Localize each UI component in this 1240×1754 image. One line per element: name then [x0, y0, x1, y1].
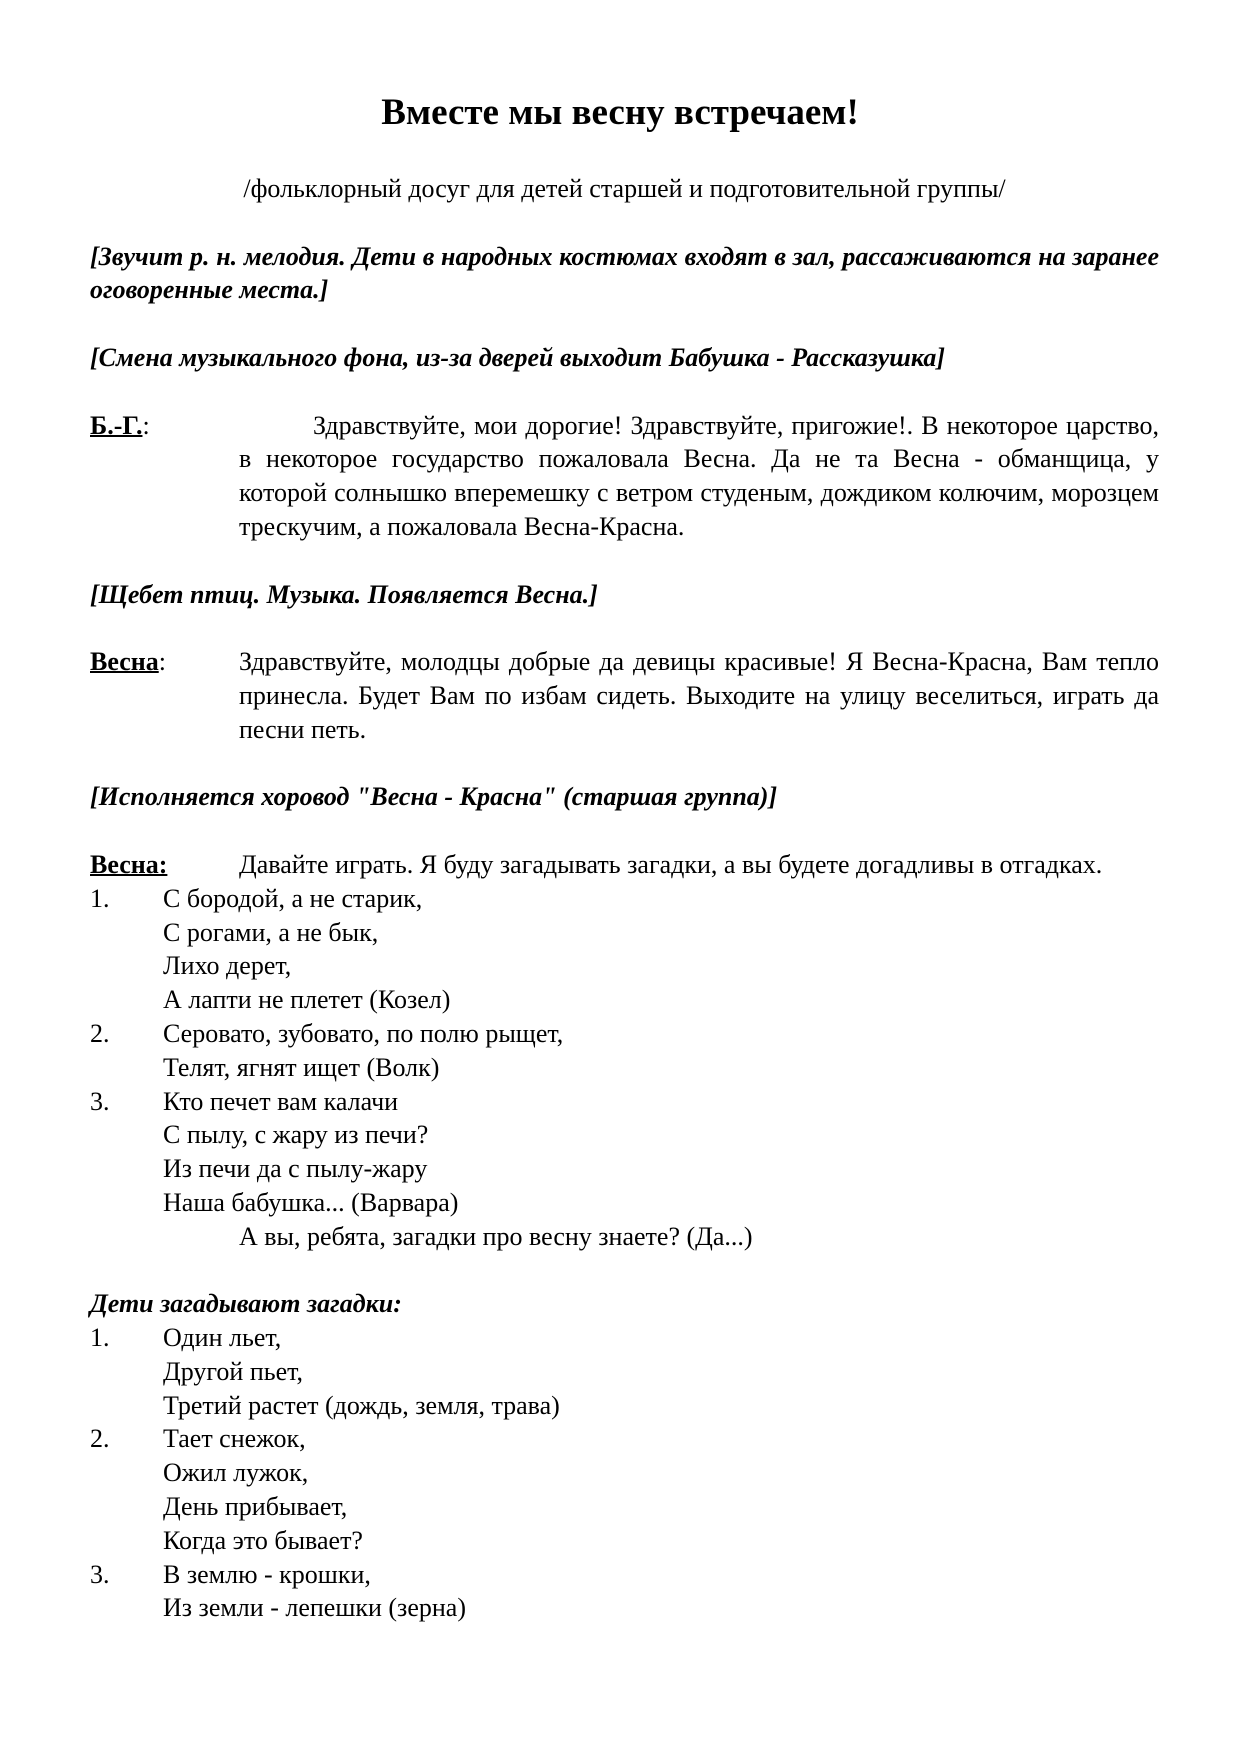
- speech-text: Здравствуйте, молодцы добрые да девицы красивые! Я Весна-Красна, Вам тепло принесла. Будет Вам по избам сидеть. Выходите на улицу веселиться, играть да песни петь.: [239, 647, 1159, 744]
- riddle-line: День прибывает,: [163, 1492, 348, 1522]
- riddle-lines: [163, 882, 450, 1017]
- stage-direction: [Смена музыкального фона, из-за дверей выходит Бабушка - Рассказушка]: [90, 342, 946, 372]
- riddle-number: 1.: [90, 883, 110, 913]
- speech-followup: А вы, ребята, загадки про весну знаете? (Да...): [239, 1221, 753, 1251]
- stage-direction: [Звучит р. н. мелодия. Дети в народных костюмах входят в зал, рассаживаются на заранее оговоренные места.]: [90, 241, 1159, 305]
- riddle-line: Когда это бывает?: [163, 1525, 363, 1555]
- riddle-lines: [163, 1558, 466, 1626]
- riddle-line: Наша бабушка... (Варвара): [163, 1187, 459, 1217]
- riddle-item: [90, 1321, 1159, 1422]
- riddle-line: Лихо дерет,: [163, 951, 292, 981]
- riddle-number: 3.: [90, 1559, 110, 1589]
- speaker-label: Весна:: [90, 849, 168, 879]
- riddle-number: 3.: [90, 1086, 110, 1116]
- speaker-label: Весна: [90, 647, 159, 677]
- riddle-line: С рогами, а не бык,: [163, 917, 379, 947]
- riddle-line: Ожил лужок,: [163, 1458, 309, 1488]
- riddle-list: [90, 882, 1159, 1220]
- riddle-line: А лапти не плетет (Козел): [163, 985, 451, 1015]
- riddle-line: Тает снежок,: [163, 1424, 306, 1454]
- riddle-list: [90, 1321, 1159, 1625]
- speaker-colon: :: [142, 410, 150, 440]
- riddle-lines: [163, 1085, 458, 1220]
- riddle-line: Третий растет (дождь, земля, трава): [163, 1390, 560, 1420]
- riddle-line: В землю - крошки,: [163, 1559, 371, 1589]
- riddle-line: Телят, ягнят ищет (Волк): [163, 1052, 440, 1082]
- riddle-lines: [163, 1321, 560, 1422]
- riddle-line: Кто печет вам калачи: [163, 1086, 399, 1116]
- riddle-lines: [163, 1422, 363, 1557]
- speaker-colon: :: [158, 647, 166, 677]
- riddle-item: [90, 1085, 1159, 1220]
- speech-vesna-riddles: [90, 848, 1159, 882]
- riddle-number: 2.: [90, 1018, 110, 1048]
- document-body: [90, 172, 1159, 1625]
- riddle-number: 1.: [90, 1323, 110, 1353]
- riddle-item: [90, 1422, 1159, 1557]
- riddle-line: Из печи да с пылу-жару: [163, 1154, 428, 1184]
- riddle-number: 2.: [90, 1424, 110, 1454]
- riddle-item: [90, 882, 1159, 1017]
- riddle-lines: [163, 1017, 563, 1085]
- speech-text: Давайте играть. Я буду загадывать загадки, а вы будете догадливы в отгадках.: [239, 849, 1103, 879]
- speech-text: Здравствуйте, мои дорогие! Здравствуйте, пригожие!. В некоторое царство, в некоторое государство пожаловала Весна. Да не та Весна - обманщица, у которой солнышко вперемешку с ветром студеным, дождиком колючим, морозцем трескучим, а пожаловала Весна-Красна.: [239, 410, 1159, 541]
- riddle-line: Из земли - лепешки (зерна): [163, 1593, 466, 1623]
- stage-direction: [Щебет птиц. Музыка. Появляется Весна.]: [90, 579, 598, 609]
- riddle-line: Другой пьет,: [163, 1356, 304, 1386]
- riddle-item: [90, 1017, 1159, 1085]
- riddle-line: С пылу, с жару из печи?: [163, 1120, 429, 1150]
- riddle-line: Серовато, зубовато, по полю рыщет,: [163, 1018, 564, 1048]
- riddle-line: С бородой, а не старик,: [163, 883, 423, 913]
- speech-vesna: [90, 645, 1159, 746]
- riddle-item: [90, 1558, 1159, 1626]
- subtitle: /фольклорный досуг для детей старшей и подготовительной группы/: [243, 174, 1006, 203]
- speech-babushka: [90, 409, 1159, 544]
- speaker-label: Б.-Г.: [90, 410, 143, 440]
- section-heading: Дети загадывают загадки:: [90, 1289, 402, 1319]
- riddle-line: Один льет,: [163, 1323, 282, 1353]
- page-title: Вместе мы весну встречаем!: [381, 92, 859, 133]
- stage-direction: [Исполняется хоровод "Весна - Красна" (старшая группа)]: [90, 782, 778, 812]
